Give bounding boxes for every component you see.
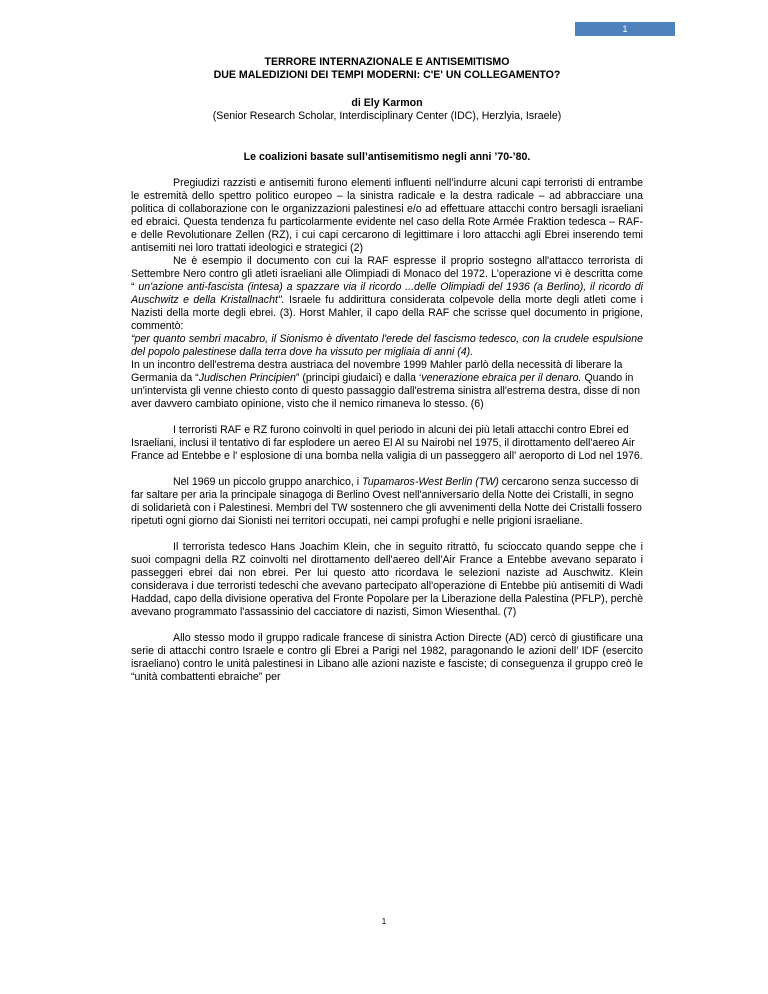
footer-page-number: 1 [381, 917, 387, 926]
mahler-quote: “per quanto sembri macabro, il Sionismo è diventato l'erede del fascismo tedesco, con la crudele espulsione del popolo palestinese dalla terra dove ha vissuto per migliaia di anni (4). [131, 333, 643, 358]
paragraph-1: Pregiudizi razzisti e antisemiti furono elementi influenti nell’indurre alcuni capi terroristi di entrambe le estremità dello spettro politico europeo – la sinistra radicale e la destra radicale – ad abbracciare una politica di collaborazione con le organizzazioni palestinesi e/o ad effettuare attacchi contro bersagli israeliani ed ebraici. Questa tendenza fu particolarmente evidente nel caso della Rote Armée Fraktion tedesca – RAF- e delle Revolutionare Zellen (RZ), i cui capi cercarono di legittimare i loro attacchi agli Ebrei inserendo temi antisemiti nei loro trattati ideologici e strategici (2) [131, 177, 643, 254]
paragraph-4: I terroristi RAF e RZ furono coinvolti in quel periodo in alcuni dei più letali attacchi contro Ebrei ed Israeliani, inclusi il tentativo di far esplodere un aereo El Al su Nairobi nel 1975, il dirottamento dell'aereo Air France ad Entebbe e l' esplosione di una bomba nella valigia di un passeggero all' aeroporto di Lod nel 1976. [131, 424, 643, 462]
title-line-2: DUE MALEDIZIONI DEI TEMPI MODERNI: C'E' UN COLLEGAMENTO? [213, 68, 561, 81]
title-line-1: TERRORE INTERNAZIONALE E ANTISEMITISMO [264, 56, 510, 68]
document-body [131, 52, 643, 684]
document-title [131, 56, 643, 81]
paragraph-5: Nel 1969 un piccolo gruppo anarchico, i Tupamaros-West Berlin (TW) cercarono senza successo di far saltare per aria la principale sinagoga di Berlino Ovest nell'anniversario della Notte dei Cristalli, in segno di solidarietà con i Palestinesi. Membri del TW sostennero che gli avvenimenti della Notte dei Cristalli fossero ripetuti ogni giorno dai Sionisti nei territori occupati, nei campi profughi e nelle prigioni israeliane. [131, 476, 642, 527]
paragraph-6: Il terrorista tedesco Hans Joachim Klein, che in seguito ritrattò, fu scioccato quando seppe che i suoi compagni della RZ coinvolti nel dirottamento dell'aereo dell'Air France a Entebbe avevano separato i passeggeri ebrei dai non ebrei. Per lui questo atto ricordava le selezioni naziste ad Auschwitz. Klein considerava i due terroristi tedeschi che avevano partecipato all'operazione di Entebbe più antisemiti di Wadi Haddad, capo della divisione operativa del Fronte Popolare per la Liberazione della Palestina (PFLP), perchè avevano programmato l'assassinio del cacciatore di nazisti, Simon Wiesenthal. (7) [131, 541, 643, 618]
paragraph-7: Allo stesso modo il gruppo radicale francese di sinistra Action Directe (AD) cercò di giustificare una serie di attacchi contro Israele e contro gli Ebrei a Parigi nel 1982, paragonando le azioni dell’ IDF (esercito israeliano) contro le unità palestinesi in Libano alle azioni naziste e fasciste; di conseguenza il gruppo creò le “unità combattenti ebraiche” per [131, 632, 643, 683]
author: di Ely Karmon [351, 97, 423, 109]
section-heading: Le coalizioni basate sull’antisemitismo negli anni ’70-’80. [243, 151, 531, 163]
affiliation: (Senior Research Scholar, Interdisciplinary Center (IDC), Herzlyia, Israele) [212, 110, 562, 122]
paragraph-3: In un incontro dell'estrema destra austriaca del novembre 1999 Mahler parlò della necessità di liberare la Germania da “Judischen Principien” (principi giudaici) e dalla ‘venerazione ebraica per il denaro. Quando in un'intervista gli venne chiesto conto di questo passaggio dall'estrema sinistra all'estrema destra, disse di non aver davvero cambiato opinione, visto che il nemico rimaneva lo stesso. (6) [131, 359, 640, 410]
page-number-tab: 1 [575, 22, 675, 36]
paragraph-2: Ne è esempio il documento con cui la RAF espresse il proprio sostegno all'attacco terrorista di Settembre Nero contro gli atleti israeliani alle Olimpiadi di Monaco del 1972. L'operazione vi è descritta come “ un'azione anti-fascista (intesa) a spazzare via il ricordo ...delle Olimpiadi del 1936 (a Berlino), il ricordo di Auschwitz e della Kristallnacht". Israele fu addirittura considerata colpevole della morte degli atleti come i Nazisti della morte degli ebrei. (3). Horst Mahler, il capo della RAF che scrisse quel documento in prigione, commentò: [131, 255, 644, 332]
